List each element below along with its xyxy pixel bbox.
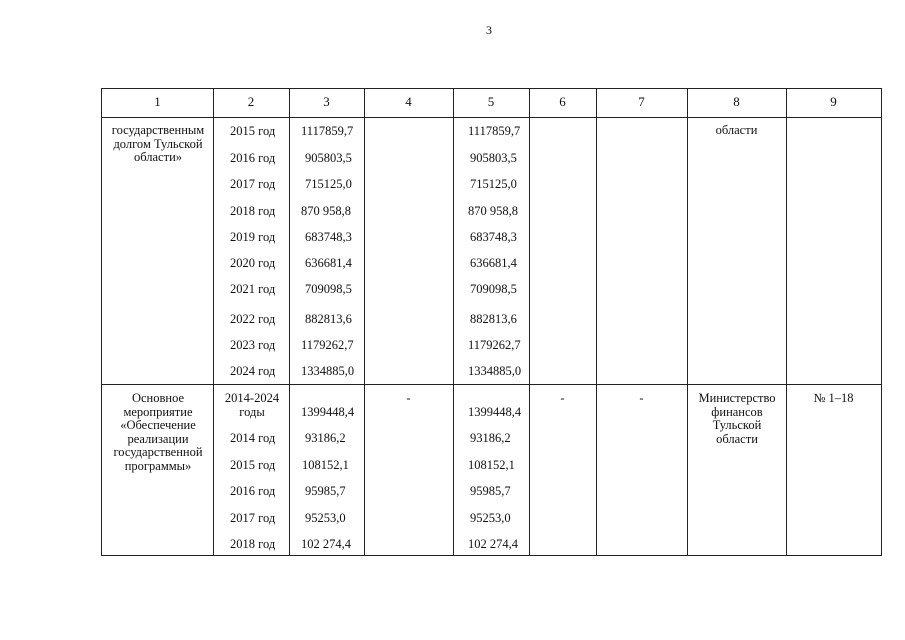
s1-row6-col3: 636681,4 <box>305 256 352 270</box>
header-divider <box>102 117 881 118</box>
column-divider <box>687 89 688 555</box>
header-col-3: 3 <box>323 94 330 109</box>
s2-row5-year: 2017 год <box>230 511 276 525</box>
s1-row9-col5: 1179262,7 <box>468 338 521 352</box>
s2-row6-col5: 102 274,4 <box>468 537 518 551</box>
s2-row3-year: 2015 год <box>230 458 276 472</box>
section1-description: государственным долгом Тульской области» <box>111 123 205 164</box>
s2-row2-col3: 93186,2 <box>305 431 346 445</box>
s1-row7-year: 2021 год <box>230 282 276 296</box>
header-col-8: 8 <box>733 94 740 109</box>
header-col-2: 2 <box>247 94 255 109</box>
column-divider <box>213 89 214 555</box>
s2-row6-col3: 102 274,4 <box>301 537 351 551</box>
header-col-9: 9 <box>830 94 837 109</box>
s1-row1-col3: 1117859,7 <box>301 124 354 138</box>
header-col-4: 4 <box>405 94 412 109</box>
s1-row4-col3: 870 958,8 <box>301 204 351 218</box>
s1-row10-col3: 1334885,0 <box>301 364 355 378</box>
page-number: 3 <box>486 23 492 37</box>
program-table <box>101 88 882 556</box>
s1-row4-year: 2018 год <box>230 204 276 218</box>
s1-row6-col5: 636681,4 <box>470 256 517 270</box>
section1-executor: области <box>715 123 758 137</box>
s2-col6-dash: - <box>560 391 565 405</box>
s1-row1-year: 2015 год <box>230 124 276 138</box>
s1-row7-col5: 709098,5 <box>470 282 517 296</box>
s2-indicators: № 1–18 <box>813 391 854 405</box>
s1-row9-year: 2023 год <box>230 338 276 352</box>
s1-row10-col5: 1334885,0 <box>468 364 522 378</box>
s1-row3-year: 2017 год <box>230 177 276 191</box>
section2-executor: Министерство финансов Тульской области <box>698 391 776 446</box>
s2-row5-col3: 95253,0 <box>305 511 346 525</box>
s2-row4-col5: 95985,7 <box>470 484 511 498</box>
s2-row3-col5: 108152,1 <box>468 458 515 472</box>
s1-row2-col3: 905803,5 <box>305 151 352 165</box>
s2-row2-col5: 93186,2 <box>470 431 511 445</box>
column-divider <box>453 89 454 555</box>
s1-row2-col5: 905803,5 <box>470 151 517 165</box>
s2-row6-year: 2018 год <box>230 537 276 551</box>
s2-row1-col5: 1399448,4 <box>468 405 522 419</box>
s1-row5-col3: 683748,3 <box>305 230 352 244</box>
section-divider <box>102 384 881 385</box>
s2-row2-year: 2014 год <box>230 431 276 445</box>
column-divider <box>289 89 290 555</box>
header-col-6: 6 <box>559 94 566 109</box>
s1-row6-year: 2020 год <box>230 256 276 270</box>
column-divider <box>364 89 365 555</box>
s1-row1-col5: 1117859,7 <box>468 124 521 138</box>
column-divider <box>596 89 597 555</box>
s2-row1-col3: 1399448,4 <box>301 405 355 419</box>
s1-row4-col5: 870 958,8 <box>468 204 518 218</box>
s1-row5-year: 2019 год <box>230 230 276 244</box>
s1-row7-col3: 709098,5 <box>305 282 352 296</box>
s2-row1-year: 2014-2024 годы <box>224 391 280 419</box>
column-divider <box>529 89 530 555</box>
s1-row8-col5: 882813,6 <box>470 312 517 326</box>
s1-row10-year: 2024 год <box>230 364 276 378</box>
s2-col4-dash: - <box>406 391 411 405</box>
s1-row9-col3: 1179262,7 <box>301 338 354 352</box>
section2-description: Основное мероприятие «Обеспечение реализации государственной программы» <box>113 391 203 473</box>
s2-col7-dash: - <box>639 391 644 405</box>
s2-row4-col3: 95985,7 <box>305 484 346 498</box>
s2-row5-col5: 95253,0 <box>470 511 511 525</box>
header-col-7: 7 <box>638 94 645 109</box>
s2-row3-col3: 108152,1 <box>302 458 349 472</box>
header-col-1: 1 <box>154 94 161 109</box>
s1-row3-col3: 715125,0 <box>305 177 352 191</box>
s1-row2-year: 2016 год <box>230 151 276 165</box>
s1-row3-col5: 715125,0 <box>470 177 517 191</box>
s1-row8-col3: 882813,6 <box>305 312 352 326</box>
column-divider <box>786 89 787 555</box>
s2-row4-year: 2016 год <box>230 484 276 498</box>
header-col-5: 5 <box>487 94 495 109</box>
s1-row5-col5: 683748,3 <box>470 230 517 244</box>
s1-row8-year: 2022 год <box>230 312 276 326</box>
